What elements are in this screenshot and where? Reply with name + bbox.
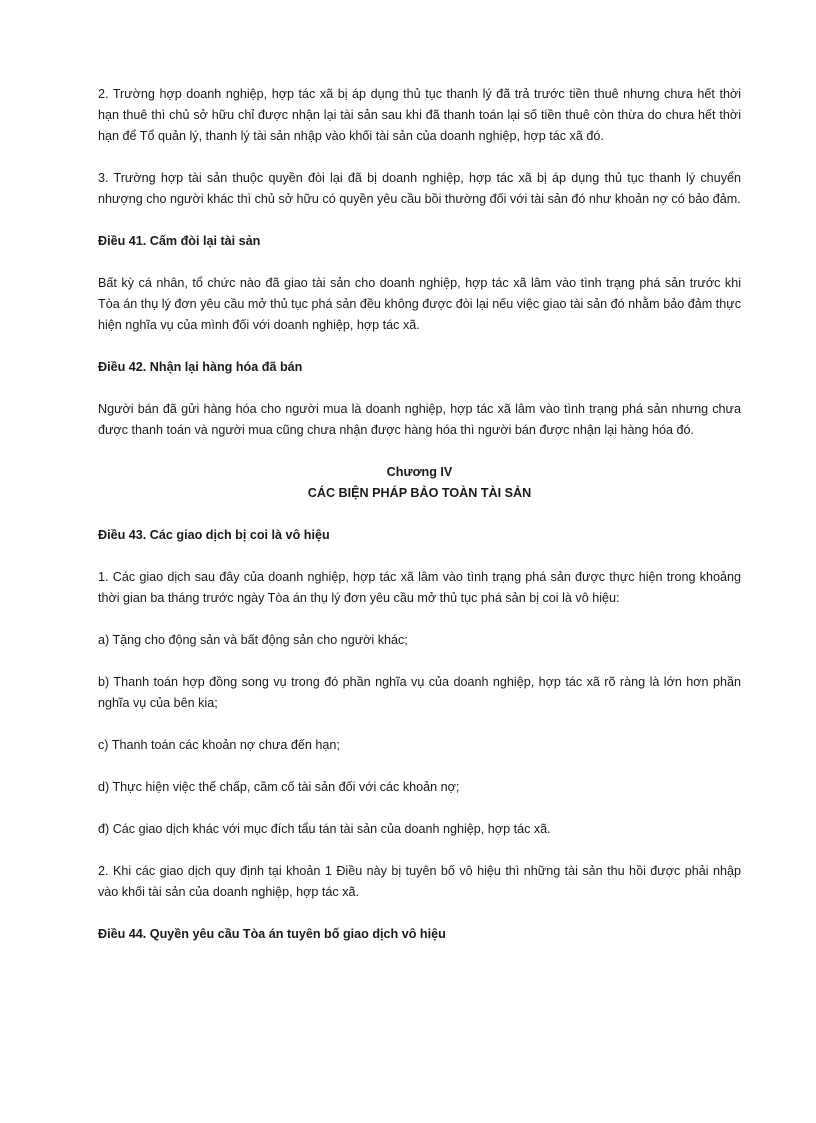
clause-3-art40: 3. Trường hợp tài sản thuộc quyền đòi lại đã bị doanh nghiệp, hợp tác xã bị áp dụng thủ tục thanh lý chuyển nhượng cho người khác thì chủ sở hữu có quyền yêu cầu bồi thường đối với tài sản đó như khoản nợ có bảo đảm.: [98, 171, 741, 206]
article-43-clause-2: 2. Khi các giao dịch quy định tại khoản 1 Điều này bị tuyên bố vô hiệu thì những tài sản thu hồi được phải nhập vào khối tài sản của doanh nghiệp, hợp tác xã.: [98, 864, 741, 899]
article-43-point-b: b) Thanh toán hợp đồng song vụ trong đó phần nghĩa vụ của doanh nghiệp, hợp tác xã rõ ràng là lớn hơn phần nghĩa vụ của bên kia;: [98, 675, 741, 710]
article-43-point-d: d) Thực hiện việc thế chấp, cầm cố tài sản đối với các khoản nợ;: [98, 780, 460, 794]
article-44-heading: Điều 44. Quyền yêu cầu Tòa án tuyên bố giao dịch vô hiệu: [98, 927, 446, 941]
article-43-point-c: c) Thanh toán các khoản nợ chưa đến hạn;: [98, 738, 340, 752]
article-43-heading: Điều 43. Các giao dịch bị coi là vô hiệu: [98, 528, 330, 542]
article-43-clause-1: 1. Các giao dịch sau đây của doanh nghiệp, hợp tác xã lâm vào tình trạng phá sản được thực hiện trong khoảng thời gian ba tháng trước ngày Tòa án thụ lý đơn yêu cầu mở thủ tục phá sản bị coi là vô hiệu:: [98, 570, 741, 605]
clause-2-art40: 2. Trường hợp doanh nghiệp, hợp tác xã bị áp dụng thủ tục thanh lý đã trả trước tiền thuê nhưng chưa hết thời hạn thuê thì chủ sở hữu chỉ được nhận lại tài sản sau khi đã thanh toán lại số tiền thuê còn thừa do chưa hết thời hạn để Tổ quản lý, thanh lý tài sản nhập vào khối tài sản của doanh nghiệp, hợp tác xã đó.: [98, 87, 741, 143]
article-41-heading: Điều 41. Cấm đòi lại tài sản: [98, 234, 261, 248]
article-42-body: Người bán đã gửi hàng hóa cho người mua là doanh nghiệp, hợp tác xã lâm vào tình trạng phá sản nhưng chưa được thanh toán và người mua cũng chưa nhận được hàng hóa thì người bán được nhận lại hàng hóa đó.: [98, 402, 741, 437]
chapter-label: Chương IV: [386, 465, 453, 479]
article-42-heading: Điều 42. Nhận lại hàng hóa đã bán: [98, 360, 303, 374]
article-43-point-a: a) Tặng cho động sản và bất động sản cho người khác;: [98, 633, 408, 647]
document-page: [98, 84, 741, 966]
article-43-point-dd: đ) Các giao dịch khác với mục đích tẩu tán tài sản của doanh nghiệp, hợp tác xã.: [98, 822, 551, 836]
chapter-title: CÁC BIỆN PHÁP BẢO TOÀN TÀI SẢN: [307, 486, 532, 500]
article-41-body: Bất kỳ cá nhân, tổ chức nào đã giao tài sản cho doanh nghiệp, hợp tác xã lâm vào tình trạng phá sản trước khi Tòa án thụ lý đơn yêu cầu mở thủ tục phá sản đều không được đòi lại nếu việc giao tài sản đó nhằm bảo đảm thực hiện nghĩa vụ của mình đối với doanh nghiệp, hợp tác xã.: [98, 276, 741, 332]
chapter-iv-heading: [98, 462, 741, 504]
